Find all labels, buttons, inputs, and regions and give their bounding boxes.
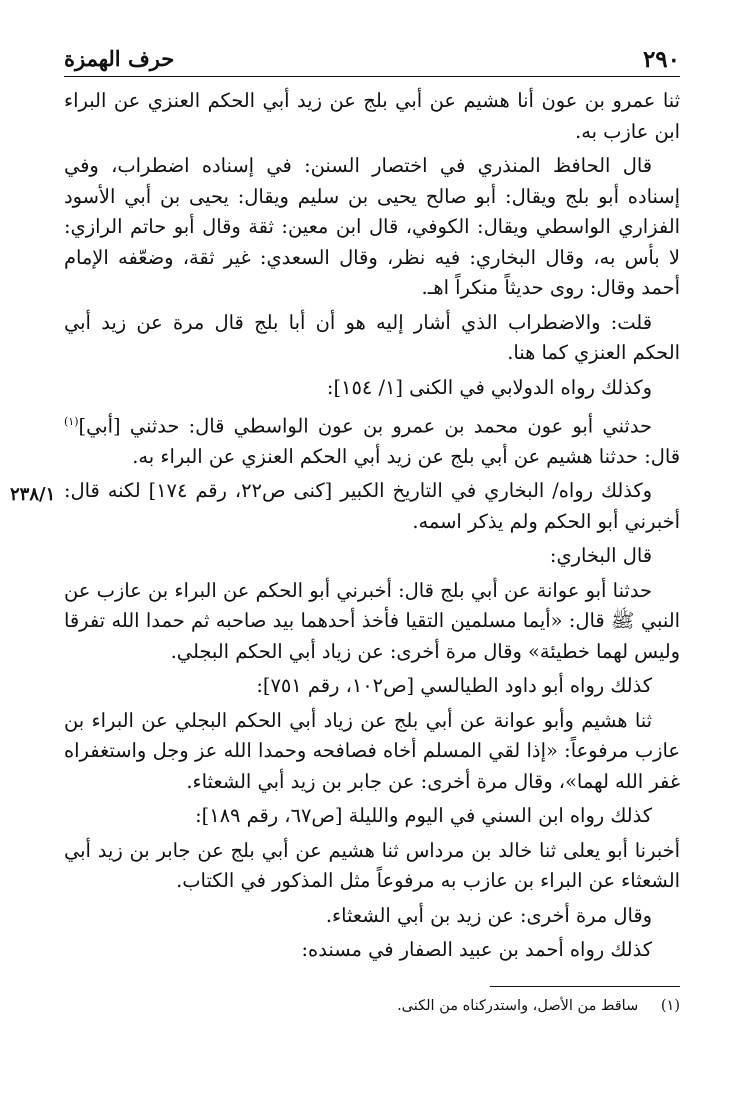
paragraph: حدثنا أبو عوانة عن أبي بلج قال: أخبرني أبو الحكم عن البراء بن عازب عن النبي ﷺ قال: «أيما مسلمين التقيا فأخذ أحدهما بيد صاحبه ثم حمدا الله تفرقا وليس لهما خطيئة» وقال مرة أخرى: عن زياد أبي الحكم البجلي. bbox=[64, 578, 680, 663]
running-title: حرف الهمزة bbox=[64, 46, 175, 71]
paragraph: ثنا هشيم وأبو عوانة عن أبي بلج عن زياد أبي الحكم البجلي عن البراء بن عازب مرفوعاً: «إذا لقي المسلم أخاه فصافحه وحمدا الله عز وجل واستغفراه غفر الله لهما»، وقال مرة أخرى: عن جابر بن زيد أبي الشعثاء. bbox=[64, 708, 680, 793]
paragraph: وقال مرة أخرى: عن زيد بن أبي الشعثاء. bbox=[325, 903, 652, 927]
paragraph: قلت: والاضطراب الذي أشار إليه هو أن أبا بلج قال مرة عن زيد أبي الحكم العنزي كما هنا. bbox=[64, 310, 680, 364]
margin-reference: ٢٣٨/١ bbox=[10, 484, 56, 505]
page-header bbox=[64, 40, 680, 76]
footnote bbox=[397, 998, 680, 1014]
paragraph: وكذلك رواه الدولابي في الكنى [١/ ١٥٤]: bbox=[326, 375, 652, 399]
paragraph-text: حدثني أبو عون محمد بن عمرو بن عون الواسطي قال: حدثني [أبي] bbox=[78, 414, 652, 438]
main-text bbox=[64, 86, 680, 970]
footnote-text: ساقط من الأصل، واستدركناه من الكنى. bbox=[397, 998, 639, 1014]
paragraph-with-footnote bbox=[64, 407, 680, 472]
paragraph: قال البخاري: bbox=[549, 544, 652, 568]
paragraph: قال الحافظ المنذري في اختصار السنن: في إسناده اضطراب، وفي إسناده أبو بلج ويقال: أبو صالح يحيى بن سليم ويقال: يحيى بن أبي الأسود الفزاري الواسطي ويقال: الكوفي، قال ابن معين: ثقة وقال أبو حاتم الرازي: لا بأس به، وقال البخاري: فيه نظر، وقال السعدي: غير ثقة، وضعّفه الإمام أحمد وقال: روى حديثاً منكراً اهـ. bbox=[64, 154, 680, 299]
footnote-marker: (١) bbox=[64, 415, 79, 428]
paragraph: وكذلك رواه/ البخاري في التاريخ الكبير [كنى ص٢٢، رقم ١٧٤] لكنه قال: أخبرني أبو الحكم ولم يذكر اسمه. bbox=[64, 479, 680, 533]
paragraph: كذلك رواه أحمد بن عبيد الصفار في مسنده: bbox=[301, 938, 652, 962]
paragraph: ثنا عمرو بن عون أنا هشيم عن أبي بلج عن زيد أبي الحكم العنزي عن البراء ابن عازب به. bbox=[64, 89, 680, 143]
footnote-number: (١) bbox=[660, 998, 680, 1014]
page-number: ٢٩٠ bbox=[642, 46, 680, 73]
paragraph: أخبرنا أبو يعلى ثنا خالد بن مرداس ثنا هشيم عن أبي بلج عن جابر بن زيد أبي الشعثاء عن البراء بن عازب به مرفوعاً مثل المذكور في الكتاب. bbox=[64, 838, 680, 893]
paragraph: كذلك رواه ابن السني في اليوم والليلة [ص٦٧، رقم ١٨٩]: bbox=[195, 804, 652, 828]
footnote-rule bbox=[490, 986, 680, 987]
paragraph: كذلك رواه أبو داود الطيالسي [ص١٠٢، رقم ٧٥١]: bbox=[256, 674, 652, 698]
header-rule bbox=[64, 76, 680, 77]
paragraph-text: قال: حدثنا هشيم عن أبي بلج عن زيد أبي الحكم العنزي عن البراء به. bbox=[132, 444, 680, 468]
